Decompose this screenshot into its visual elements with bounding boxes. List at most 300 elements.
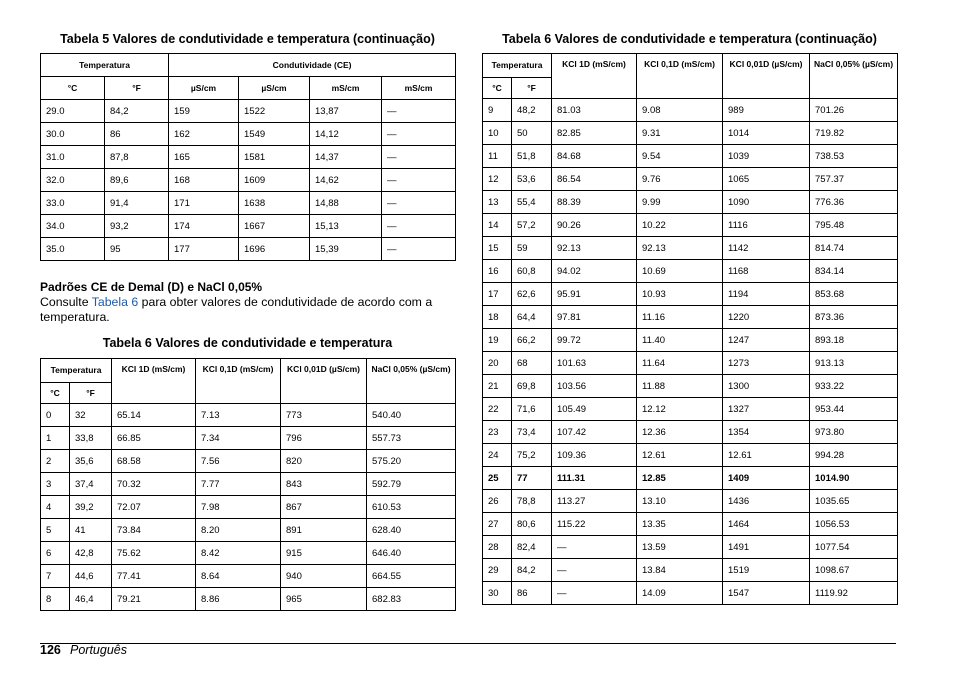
table-cell: 11.64: [637, 352, 723, 375]
table5-unit-header: °F: [105, 77, 169, 100]
table-row: [41, 100, 456, 123]
table-row: [483, 559, 898, 582]
table-cell: 4: [41, 496, 70, 519]
table-cell: 1667: [239, 215, 310, 238]
table-cell: 1522: [239, 100, 310, 123]
table-row: [41, 215, 456, 238]
table-cell: 1098.67: [810, 559, 898, 582]
table6b-header-kcl-001d: KCl 0,01D (µS/cm): [723, 54, 810, 99]
table-row: [41, 404, 456, 427]
table-cell: 86: [512, 582, 552, 605]
table-cell: 29.0: [41, 100, 105, 123]
table-cell: 12: [483, 168, 512, 191]
table-cell: 107.42: [552, 421, 637, 444]
table5-header-condutividade: Condutividade (CE): [169, 54, 456, 77]
table-cell: 13: [483, 191, 512, 214]
table-cell: 42,8: [70, 542, 112, 565]
table6a-header-temperatura: Temperatura: [41, 359, 112, 383]
table-cell: 1354: [723, 421, 810, 444]
table-cell: 1581: [239, 146, 310, 169]
table-cell: 80,6: [512, 513, 552, 536]
table-row: [41, 427, 456, 450]
table-cell: 843: [281, 473, 367, 496]
table6a-header-fahrenheit: °F: [70, 383, 112, 404]
table-row: [41, 169, 456, 192]
table5-header-temperatura: Temperatura: [41, 54, 169, 77]
table-row: [483, 168, 898, 191]
table-cell: 73,4: [512, 421, 552, 444]
table-row: [483, 99, 898, 122]
table-cell: 101.63: [552, 352, 637, 375]
table-cell: —: [382, 123, 456, 146]
table-cell: 913.13: [810, 352, 898, 375]
table-cell: 776.36: [810, 191, 898, 214]
table5-unit-header: °C: [41, 77, 105, 100]
table-cell: 34.0: [41, 215, 105, 238]
table-row: [483, 306, 898, 329]
table-row: [41, 192, 456, 215]
table-cell: 55,4: [512, 191, 552, 214]
table-cell: 14.09: [637, 582, 723, 605]
table-cell: 68.58: [112, 450, 196, 473]
table-row: [483, 513, 898, 536]
table-cell: 12.36: [637, 421, 723, 444]
table-row: [483, 421, 898, 444]
table-cell: 8.64: [196, 565, 281, 588]
page-number: 126: [40, 643, 61, 657]
table-cell: 91,4: [105, 192, 169, 215]
page-language: Português: [70, 643, 127, 657]
table-cell: 953.44: [810, 398, 898, 421]
section-heading: Padrões CE de Demal (D) e NaCl 0,05%: [40, 280, 263, 294]
table-cell: 0: [41, 404, 70, 427]
table-cell: 66.85: [112, 427, 196, 450]
table-cell: 60,8: [512, 260, 552, 283]
table-cell: 610.53: [367, 496, 456, 519]
table-cell: 1638: [239, 192, 310, 215]
table-cell: 1039: [723, 145, 810, 168]
table-cell: 13.59: [637, 536, 723, 559]
table-cell: 30.0: [41, 123, 105, 146]
table-cell: 16: [483, 260, 512, 283]
table-cell: 20: [483, 352, 512, 375]
table-cell: 1464: [723, 513, 810, 536]
table-row: [483, 260, 898, 283]
table-row: [41, 238, 456, 261]
table-cell: 1194: [723, 283, 810, 306]
table5-unit-header: µS/cm: [239, 77, 310, 100]
table-cell: 19: [483, 329, 512, 352]
table-cell: 7.13: [196, 404, 281, 427]
table-cell: 86: [105, 123, 169, 146]
table-cell: —: [382, 215, 456, 238]
table-cell: 22: [483, 398, 512, 421]
table6-continued-caption: Tabela 6 Valores de condutividade e temperatura (continuação): [502, 32, 877, 46]
table-cell: 557.73: [367, 427, 456, 450]
table-cell: 13,87: [310, 100, 382, 123]
table-cell: 81.03: [552, 99, 637, 122]
table-cell: 1549: [239, 123, 310, 146]
table5-unit-header: mS/cm: [310, 77, 382, 100]
table-cell: 9: [483, 99, 512, 122]
table6a-header-kcl-01d: KCl 0,1D (mS/cm): [196, 359, 281, 404]
table-cell: 1: [41, 427, 70, 450]
table-cell: 9.54: [637, 145, 723, 168]
table-cell: 10: [483, 122, 512, 145]
table-cell: 701.26: [810, 99, 898, 122]
table-cell: 2: [41, 450, 70, 473]
table-cell: 8: [41, 588, 70, 611]
table-cell: —: [552, 559, 637, 582]
table-row: [483, 582, 898, 605]
table-cell: 66,2: [512, 329, 552, 352]
table-cell: 933.22: [810, 375, 898, 398]
table-cell: 92.13: [552, 237, 637, 260]
table-row: [483, 467, 898, 490]
table-row: [41, 588, 456, 611]
table-cell: 628.40: [367, 519, 456, 542]
table-cell: 105.49: [552, 398, 637, 421]
table-cell: 48,2: [512, 99, 552, 122]
table-cell: 39,2: [70, 496, 112, 519]
tabela-6-link[interactable]: Tabela 6: [91, 295, 139, 309]
table6b-header-temperatura: Temperatura: [483, 54, 552, 78]
table-cell: 11.40: [637, 329, 723, 352]
footer-rule: [40, 643, 896, 644]
table-cell: 71,6: [512, 398, 552, 421]
table-cell: 9.76: [637, 168, 723, 191]
table-cell: 77.41: [112, 565, 196, 588]
table-cell: 73.84: [112, 519, 196, 542]
table-cell: 592.79: [367, 473, 456, 496]
table-cell: 14,37: [310, 146, 382, 169]
table-row: [483, 398, 898, 421]
table-cell: 13.35: [637, 513, 723, 536]
table-cell: 646.40: [367, 542, 456, 565]
table-cell: 35.0: [41, 238, 105, 261]
table-cell: 59: [512, 237, 552, 260]
table-cell: 7.98: [196, 496, 281, 519]
table-cell: 1220: [723, 306, 810, 329]
table-cell: 682.83: [367, 588, 456, 611]
table-cell: 41: [70, 519, 112, 542]
table6b-header-kcl-01d: KCl 0,1D (mS/cm): [637, 54, 723, 99]
table-cell: 1696: [239, 238, 310, 261]
table-cell: 12.85: [637, 467, 723, 490]
table-cell: 171: [169, 192, 239, 215]
table-cell: 174: [169, 215, 239, 238]
table-row: [41, 496, 456, 519]
table6-part1: [40, 358, 456, 611]
table6b-header-nacl: NaCl 0,05% (µS/cm): [810, 54, 898, 99]
table5-unit-header: µS/cm: [169, 77, 239, 100]
table-cell: 57,2: [512, 214, 552, 237]
table-cell: 1168: [723, 260, 810, 283]
table-cell: 12.61: [723, 444, 810, 467]
table-cell: 75.62: [112, 542, 196, 565]
table-cell: 95: [105, 238, 169, 261]
table-row: [483, 329, 898, 352]
table-row: [41, 542, 456, 565]
table-cell: 113.27: [552, 490, 637, 513]
table-cell: 35,6: [70, 450, 112, 473]
table-cell: —: [382, 238, 456, 261]
table-cell: 84,2: [105, 100, 169, 123]
table-cell: 1119.92: [810, 582, 898, 605]
table-cell: 27: [483, 513, 512, 536]
table6a-header-kcl-1d: KCl 1D (mS/cm): [112, 359, 196, 404]
table-cell: 86.54: [552, 168, 637, 191]
table-cell: 8.42: [196, 542, 281, 565]
table-cell: —: [552, 582, 637, 605]
table-cell: 44,6: [70, 565, 112, 588]
table-cell: 10.93: [637, 283, 723, 306]
table-cell: 103.56: [552, 375, 637, 398]
table-cell: 75,2: [512, 444, 552, 467]
table-cell: 62,6: [512, 283, 552, 306]
table-cell: 965: [281, 588, 367, 611]
table-cell: 23: [483, 421, 512, 444]
table-cell: 32.0: [41, 169, 105, 192]
table-cell: 89,6: [105, 169, 169, 192]
table-cell: 8.86: [196, 588, 281, 611]
table-cell: 53,6: [512, 168, 552, 191]
table-row: [483, 214, 898, 237]
table-row: [483, 191, 898, 214]
table-cell: 820: [281, 450, 367, 473]
table-cell: 540.40: [367, 404, 456, 427]
table-cell: 575.20: [367, 450, 456, 473]
table-cell: 69,8: [512, 375, 552, 398]
table-cell: 33.0: [41, 192, 105, 215]
table-cell: 77: [512, 467, 552, 490]
table-cell: 873.36: [810, 306, 898, 329]
table-cell: 738.53: [810, 145, 898, 168]
table-cell: 90.26: [552, 214, 637, 237]
table6-caption: Tabela 6 Valores de condutividade e temperatura: [102, 336, 393, 350]
table-row: [483, 490, 898, 513]
table-cell: 1090: [723, 191, 810, 214]
table-cell: 78,8: [512, 490, 552, 513]
table-cell: 1300: [723, 375, 810, 398]
table-row: [483, 444, 898, 467]
table-cell: 25: [483, 467, 512, 490]
table-cell: —: [382, 169, 456, 192]
table-cell: 3: [41, 473, 70, 496]
table-cell: 719.82: [810, 122, 898, 145]
table-cell: 65.14: [112, 404, 196, 427]
table-cell: 893.18: [810, 329, 898, 352]
table-cell: 92.13: [637, 237, 723, 260]
table6b-header-celsius: °C: [483, 78, 512, 99]
table-cell: 82,4: [512, 536, 552, 559]
table-cell: 15: [483, 237, 512, 260]
table-row: [483, 375, 898, 398]
table-cell: 165: [169, 146, 239, 169]
table-cell: 13.10: [637, 490, 723, 513]
table5-caption: Tabela 5 Valores de condutividade e temperatura (continuação): [60, 32, 435, 46]
table-cell: 1519: [723, 559, 810, 582]
table-cell: —: [382, 192, 456, 215]
table-cell: 13.84: [637, 559, 723, 582]
table-cell: 72.07: [112, 496, 196, 519]
table-cell: 12.61: [637, 444, 723, 467]
table-cell: 21: [483, 375, 512, 398]
table-cell: 1327: [723, 398, 810, 421]
table-cell: 1247: [723, 329, 810, 352]
table5-unit-header: mS/cm: [382, 77, 456, 100]
table-row: [41, 473, 456, 496]
table-cell: 84.68: [552, 145, 637, 168]
table-cell: 1035.65: [810, 490, 898, 513]
table-cell: 664.55: [367, 565, 456, 588]
table-row: [41, 450, 456, 473]
table-cell: 46,4: [70, 588, 112, 611]
table-cell: 32: [70, 404, 112, 427]
table-cell: —: [382, 146, 456, 169]
table-cell: 940: [281, 565, 367, 588]
table-cell: 973.80: [810, 421, 898, 444]
section-text-before: Consulte: [40, 295, 92, 309]
table-cell: 84,2: [512, 559, 552, 582]
table-cell: 994.28: [810, 444, 898, 467]
table-row: [483, 237, 898, 260]
table-cell: 70.32: [112, 473, 196, 496]
table-cell: 111.31: [552, 467, 637, 490]
table-cell: 5: [41, 519, 70, 542]
table-cell: 1056.53: [810, 513, 898, 536]
table-cell: 853.68: [810, 283, 898, 306]
table-cell: 95.91: [552, 283, 637, 306]
table-cell: 7.77: [196, 473, 281, 496]
table-cell: 51,8: [512, 145, 552, 168]
table-cell: 7: [41, 565, 70, 588]
table-cell: 64,4: [512, 306, 552, 329]
table6a-header-kcl-001d: KCl 0,01D (µS/cm): [281, 359, 367, 404]
table-cell: 10.22: [637, 214, 723, 237]
table-cell: 159: [169, 100, 239, 123]
table-cell: 14,88: [310, 192, 382, 215]
table-cell: 7.34: [196, 427, 281, 450]
table-cell: 11: [483, 145, 512, 168]
table-cell: 109.36: [552, 444, 637, 467]
table-cell: 1077.54: [810, 536, 898, 559]
table-cell: 6: [41, 542, 70, 565]
table-cell: 9.99: [637, 191, 723, 214]
table-cell: 795.48: [810, 214, 898, 237]
table-cell: 50: [512, 122, 552, 145]
table-cell: 891: [281, 519, 367, 542]
table-row: [483, 122, 898, 145]
table-cell: 915: [281, 542, 367, 565]
table-cell: —: [382, 100, 456, 123]
table-cell: 99.72: [552, 329, 637, 352]
table-cell: 8.20: [196, 519, 281, 542]
table6a-header-nacl: NaCl 0,05% (µS/cm): [367, 359, 456, 404]
table-cell: 11.88: [637, 375, 723, 398]
table-cell: 162: [169, 123, 239, 146]
table-cell: 1116: [723, 214, 810, 237]
table-cell: —: [552, 536, 637, 559]
table-cell: 834.14: [810, 260, 898, 283]
table-cell: 15,13: [310, 215, 382, 238]
table-cell: 9.31: [637, 122, 723, 145]
table-cell: 1547: [723, 582, 810, 605]
table6a-header-celsius: °C: [41, 383, 70, 404]
table-cell: 796: [281, 427, 367, 450]
section-text-after: para obter valores de condutividade de acordo com a temperatura.: [40, 295, 433, 324]
table-cell: 15,39: [310, 238, 382, 261]
table-cell: 88.39: [552, 191, 637, 214]
table6b-header-fahrenheit: °F: [512, 78, 552, 99]
table-cell: 79.21: [112, 588, 196, 611]
table-cell: 177: [169, 238, 239, 261]
table-row: [41, 519, 456, 542]
table-cell: 1065: [723, 168, 810, 191]
table-row: [483, 352, 898, 375]
table-cell: 26: [483, 490, 512, 513]
table-cell: 12.12: [637, 398, 723, 421]
table-cell: 28: [483, 536, 512, 559]
table-cell: 7.56: [196, 450, 281, 473]
table-cell: 14: [483, 214, 512, 237]
table-cell: 9.08: [637, 99, 723, 122]
table-cell: 31.0: [41, 146, 105, 169]
table-cell: 11.16: [637, 306, 723, 329]
table-cell: 29: [483, 559, 512, 582]
table-cell: 30: [483, 582, 512, 605]
table-cell: 1014: [723, 122, 810, 145]
table-cell: 1491: [723, 536, 810, 559]
table-cell: 93,2: [105, 215, 169, 238]
table-cell: 1609: [239, 169, 310, 192]
table-cell: 37,4: [70, 473, 112, 496]
table-row: [41, 123, 456, 146]
table-cell: 867: [281, 496, 367, 519]
table-row: [41, 565, 456, 588]
table-cell: 814.74: [810, 237, 898, 260]
table-cell: 17: [483, 283, 512, 306]
table-cell: 18: [483, 306, 512, 329]
table-cell: 757.37: [810, 168, 898, 191]
table-cell: 68: [512, 352, 552, 375]
table-cell: 14,12: [310, 123, 382, 146]
table-cell: 33,8: [70, 427, 112, 450]
table-row: [483, 536, 898, 559]
table-cell: 82.85: [552, 122, 637, 145]
table-cell: 1436: [723, 490, 810, 513]
table6-part2: [482, 53, 898, 605]
table-cell: 1142: [723, 237, 810, 260]
table-cell: 989: [723, 99, 810, 122]
table-cell: 97.81: [552, 306, 637, 329]
table-cell: 10.69: [637, 260, 723, 283]
table-cell: 87,8: [105, 146, 169, 169]
table-cell: 24: [483, 444, 512, 467]
table-cell: 773: [281, 404, 367, 427]
table-cell: 14,62: [310, 169, 382, 192]
section-paragraph: [40, 295, 455, 325]
table6b-header-kcl-1d: KCl 1D (mS/cm): [552, 54, 637, 99]
table-row: [483, 145, 898, 168]
table-cell: 1273: [723, 352, 810, 375]
table-cell: 94.02: [552, 260, 637, 283]
table-cell: 1409: [723, 467, 810, 490]
table-cell: 168: [169, 169, 239, 192]
table-row: [483, 283, 898, 306]
table-cell: 1014.90: [810, 467, 898, 490]
table5: [40, 53, 456, 261]
